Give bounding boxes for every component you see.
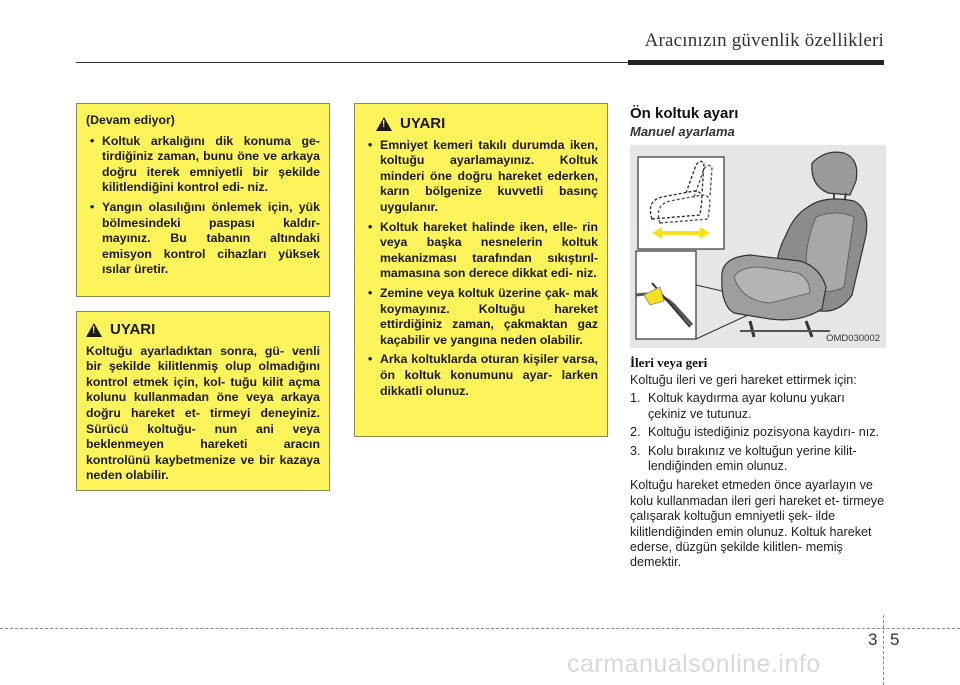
list-item <box>630 444 886 475</box>
footer-divider <box>883 615 884 685</box>
instructions-outro: Koltuğu hareket etmeden önce ayarlayın ve kolu kullanmadan ileri geri hareket et- tirmeye çalışarak koltuğun emniyetli şek- ilde kilitlendiğinden emin olunuz. Koltuk hareket ederse, düzgün şekilde kilitlen- memiş demektir. <box>630 478 885 570</box>
warning-list <box>364 138 598 400</box>
list-item: • Arka koltuklarda oturan kişiler varsa, ön koltuk konumunu ayar- larken dikkatli olunuz. <box>364 352 598 399</box>
continued-notes-list <box>86 134 320 278</box>
page-number: 5 <box>890 630 900 649</box>
list-item: • Zemine veya koltuk üzerine çak- mak koymayınız. Koltuğu hareket ettirdiğiniz zaman, çakmaktan gaz kaçabilir ve yangına neden olabilir. <box>364 286 598 348</box>
page-chapter: 3 <box>868 630 878 649</box>
figure-code: OMD030002 <box>826 333 880 344</box>
footer-rule <box>0 628 960 629</box>
seat-headrest <box>812 152 857 195</box>
step-number: 1. <box>630 391 641 406</box>
step-text: Koltuğu istediğiniz pozisyona kaydırı- nız. <box>648 425 880 440</box>
warning-heading <box>376 116 598 132</box>
warning-box-seat-adjust <box>354 103 608 437</box>
steps-list <box>630 391 886 474</box>
warning-heading <box>86 322 320 338</box>
seat-illustration <box>630 145 886 348</box>
section-title: Ön koltuk ayarı <box>630 105 739 122</box>
list-item <box>630 425 886 440</box>
list-item: • Emniyet kemeri takılı durumda iken, koltuğu ayarlamayınız. Koltuk minderi öne doğru hareket ederken, karın bölgenize kuvvetli basınç uygulanır. <box>364 138 598 216</box>
warning-triangle-icon: ! <box>376 117 392 131</box>
warning-heading-label: UYARI <box>400 115 446 132</box>
warning-heading-label: UYARI <box>110 321 156 338</box>
header-rule-accent <box>628 60 884 65</box>
step-number: 3. <box>630 443 641 458</box>
instructions-intro: Koltuğu ileri ve geri hareket ettirmek için: <box>630 373 857 387</box>
header-title: Aracınızın güvenlik özellikleri <box>644 30 884 51</box>
section-subtitle: Manuel ayarlama <box>630 124 735 139</box>
seat-drawing <box>630 145 886 348</box>
list-item: • Koltuk hareket halinde iken, elle- rin veya başka nesnelerin koltuk mekanizması tarafından sıkıştırıl- mamasına son derece dikkat edi- niz. <box>364 220 598 282</box>
step-text: Koltuk kaydırma ayar kolunu yukarı çekiniz ve tutunuz. <box>648 391 845 421</box>
warning-triangle-icon: ! <box>86 323 102 337</box>
inset-seat-outline <box>638 157 724 249</box>
warning-box-lock-check <box>76 311 330 491</box>
warning-text: Koltuğu ayarladıktan sonra, gü- venli bir şekilde kilitlenmiş olup olmadığını kontrol etmek için, kol- tuğu kilit açma kolunu kullanmadan öne veya arkaya doğru hareket et- tirmeyi deneyiniz. Sürücü koltuğu- nun ani veya beklenmeyen hareketi aracın kontrolünü kaybetmenize ve bir kazaya neden olabilir. <box>86 343 320 483</box>
list-item: • Yangın olasılığını önlemek için, yük bölmesindeki paspası kaldır- mayınız. Bu tabanın altındaki emisyon kontrol cihazları yüksek ısılar üretir. <box>86 200 320 278</box>
instructions <box>630 373 886 574</box>
step-text: Kolu bırakınız ve koltuğun yerine kilit- lendiğinden emin olunuz. <box>648 443 857 474</box>
continued-notes-box <box>76 103 330 297</box>
subsection-heading: İleri veya geri <box>630 355 708 370</box>
continued-label: (Devam ediyor) <box>86 113 175 127</box>
watermark: carmanualsonline.info <box>567 650 821 678</box>
step-number: 2. <box>630 425 641 440</box>
list-item: • Koltuk arkalığını dik konuma ge- tirdiğiniz zaman, bunu öne ve arkaya doğru iterek emniyetli bir şekilde kilitlendiğini kontrol edi- niz. <box>86 134 320 196</box>
list-item <box>630 391 886 422</box>
